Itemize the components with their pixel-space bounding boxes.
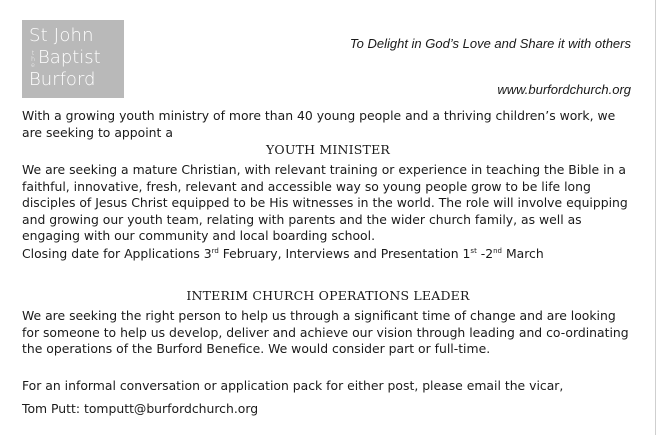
logo-line-2: Baptist (38, 47, 101, 68)
logo-the: the (31, 50, 35, 69)
interim-leader-heading: INTERIM CHURCH OPERATIONS LEADER (186, 288, 470, 303)
tagline: To Delight in God’s Love and Share it with others (349, 36, 631, 51)
intro-paragraph: With a growing youth ministry of more than 40 young people and a thriving children’s work, we are seeking to appoint a (22, 108, 616, 140)
contact-name-email[interactable]: Tom Putt: tomputt@burfordchurch.org (22, 401, 259, 416)
logo-line-1: St John (29, 25, 94, 46)
closing-date-line: Closing date for Applications 3rd February, Interviews and Presentation 1st -2nd March (22, 246, 544, 261)
website-link[interactable]: www.burfordchurch.org (497, 82, 631, 97)
logo-line-3: Burford (29, 69, 96, 90)
youth-minister-heading: YOUTH MINISTER (265, 142, 391, 157)
youth-minister-description: We are seeking a mature Christian, with relevant training or experience in teaching the Bible in a faithful, innovative, fresh, relevant and accessible way so young people grow to be life long disciples of Jesus Christ equipped to be His witnesses in the world. The role will involve equipping and growing our youth team, relating with parents and the wider church family, as well as engaging with our community and local boarding school. (22, 162, 628, 243)
church-logo (22, 20, 124, 98)
interim-leader-description: We are seeking the right person to help us through a significant time of change and are looking for someone to help us develop, deliver and achieve our vision through leading and co-ordinating the operations of the Burford Benefice. We would consider part or full-time. (22, 308, 629, 356)
contact-line: For an informal conversation or application pack for either post, please email the vicar, (22, 378, 564, 393)
